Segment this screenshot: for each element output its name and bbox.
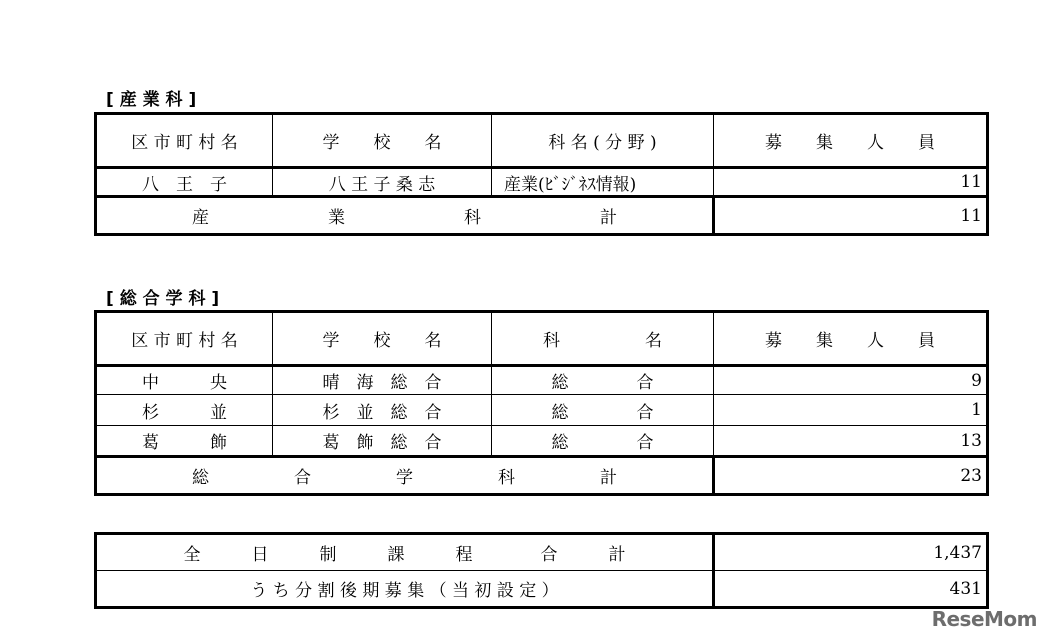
summary-value: 431: [714, 571, 988, 608]
cell-school: 葛 飾 総 合: [273, 426, 492, 457]
header-count: 募 集 人 員: [714, 114, 988, 168]
total-label: 総 合 学 科 計: [96, 457, 714, 495]
table-sangyo: [94, 112, 989, 236]
header-school: 学 校 名: [273, 114, 492, 168]
total-label: 産 業 科 計: [96, 197, 714, 235]
cell-count: 1: [714, 395, 988, 426]
total-value: 11: [714, 197, 988, 235]
table-row-total: [96, 457, 988, 495]
table-summary: [94, 532, 989, 609]
cell-ward: 中 央: [96, 366, 273, 395]
table-row: [96, 426, 988, 457]
cell-course: 総 合: [492, 426, 714, 457]
summary-label: う ち 分 割 後 期 募 集 （ 当 初 設 定 ）: [96, 571, 714, 608]
table-row: [96, 534, 988, 571]
header-ward: 区 市 町 村 名: [96, 114, 273, 168]
table-row: [96, 366, 988, 395]
cell-count: 9: [714, 366, 988, 395]
table-sogo: [94, 310, 989, 496]
total-value: 23: [714, 457, 988, 495]
cell-course: 総 合: [492, 395, 714, 426]
cell-course: 産業(ﾋﾞｼﾞﾈｽ情報): [492, 168, 714, 197]
cell-ward: 葛 飾: [96, 426, 273, 457]
table-row: [96, 571, 988, 608]
summary-label: 全 日 制 課 程 合 計: [96, 534, 714, 571]
watermark-logo: ReseMom: [931, 607, 1037, 631]
table-row-total: [96, 197, 988, 235]
table-row: [96, 168, 988, 197]
header-course: 科 名: [492, 312, 714, 366]
cell-school: 杉 並 総 合: [273, 395, 492, 426]
cell-course: 総 合: [492, 366, 714, 395]
cell-ward: 八 王 子: [96, 168, 273, 197]
section-heading-sogo: [ 総 合 学 科 ]: [106, 289, 220, 309]
cell-school: 晴 海 総 合: [273, 366, 492, 395]
cell-count: 13: [714, 426, 988, 457]
table-row: [96, 395, 988, 426]
cell-ward: 杉 並: [96, 395, 273, 426]
section-heading-sangyo: [ 産 業 科 ]: [106, 90, 197, 110]
header-count: 募 集 人 員: [714, 312, 988, 366]
cell-school: 八 王 子 桑 志: [273, 168, 492, 197]
header-school: 学 校 名: [273, 312, 492, 366]
summary-value: 1,437: [714, 534, 988, 571]
header-course: 科 名 ( 分 野 ): [492, 114, 714, 168]
header-ward: 区 市 町 村 名: [96, 312, 273, 366]
cell-count: 11: [714, 168, 988, 197]
